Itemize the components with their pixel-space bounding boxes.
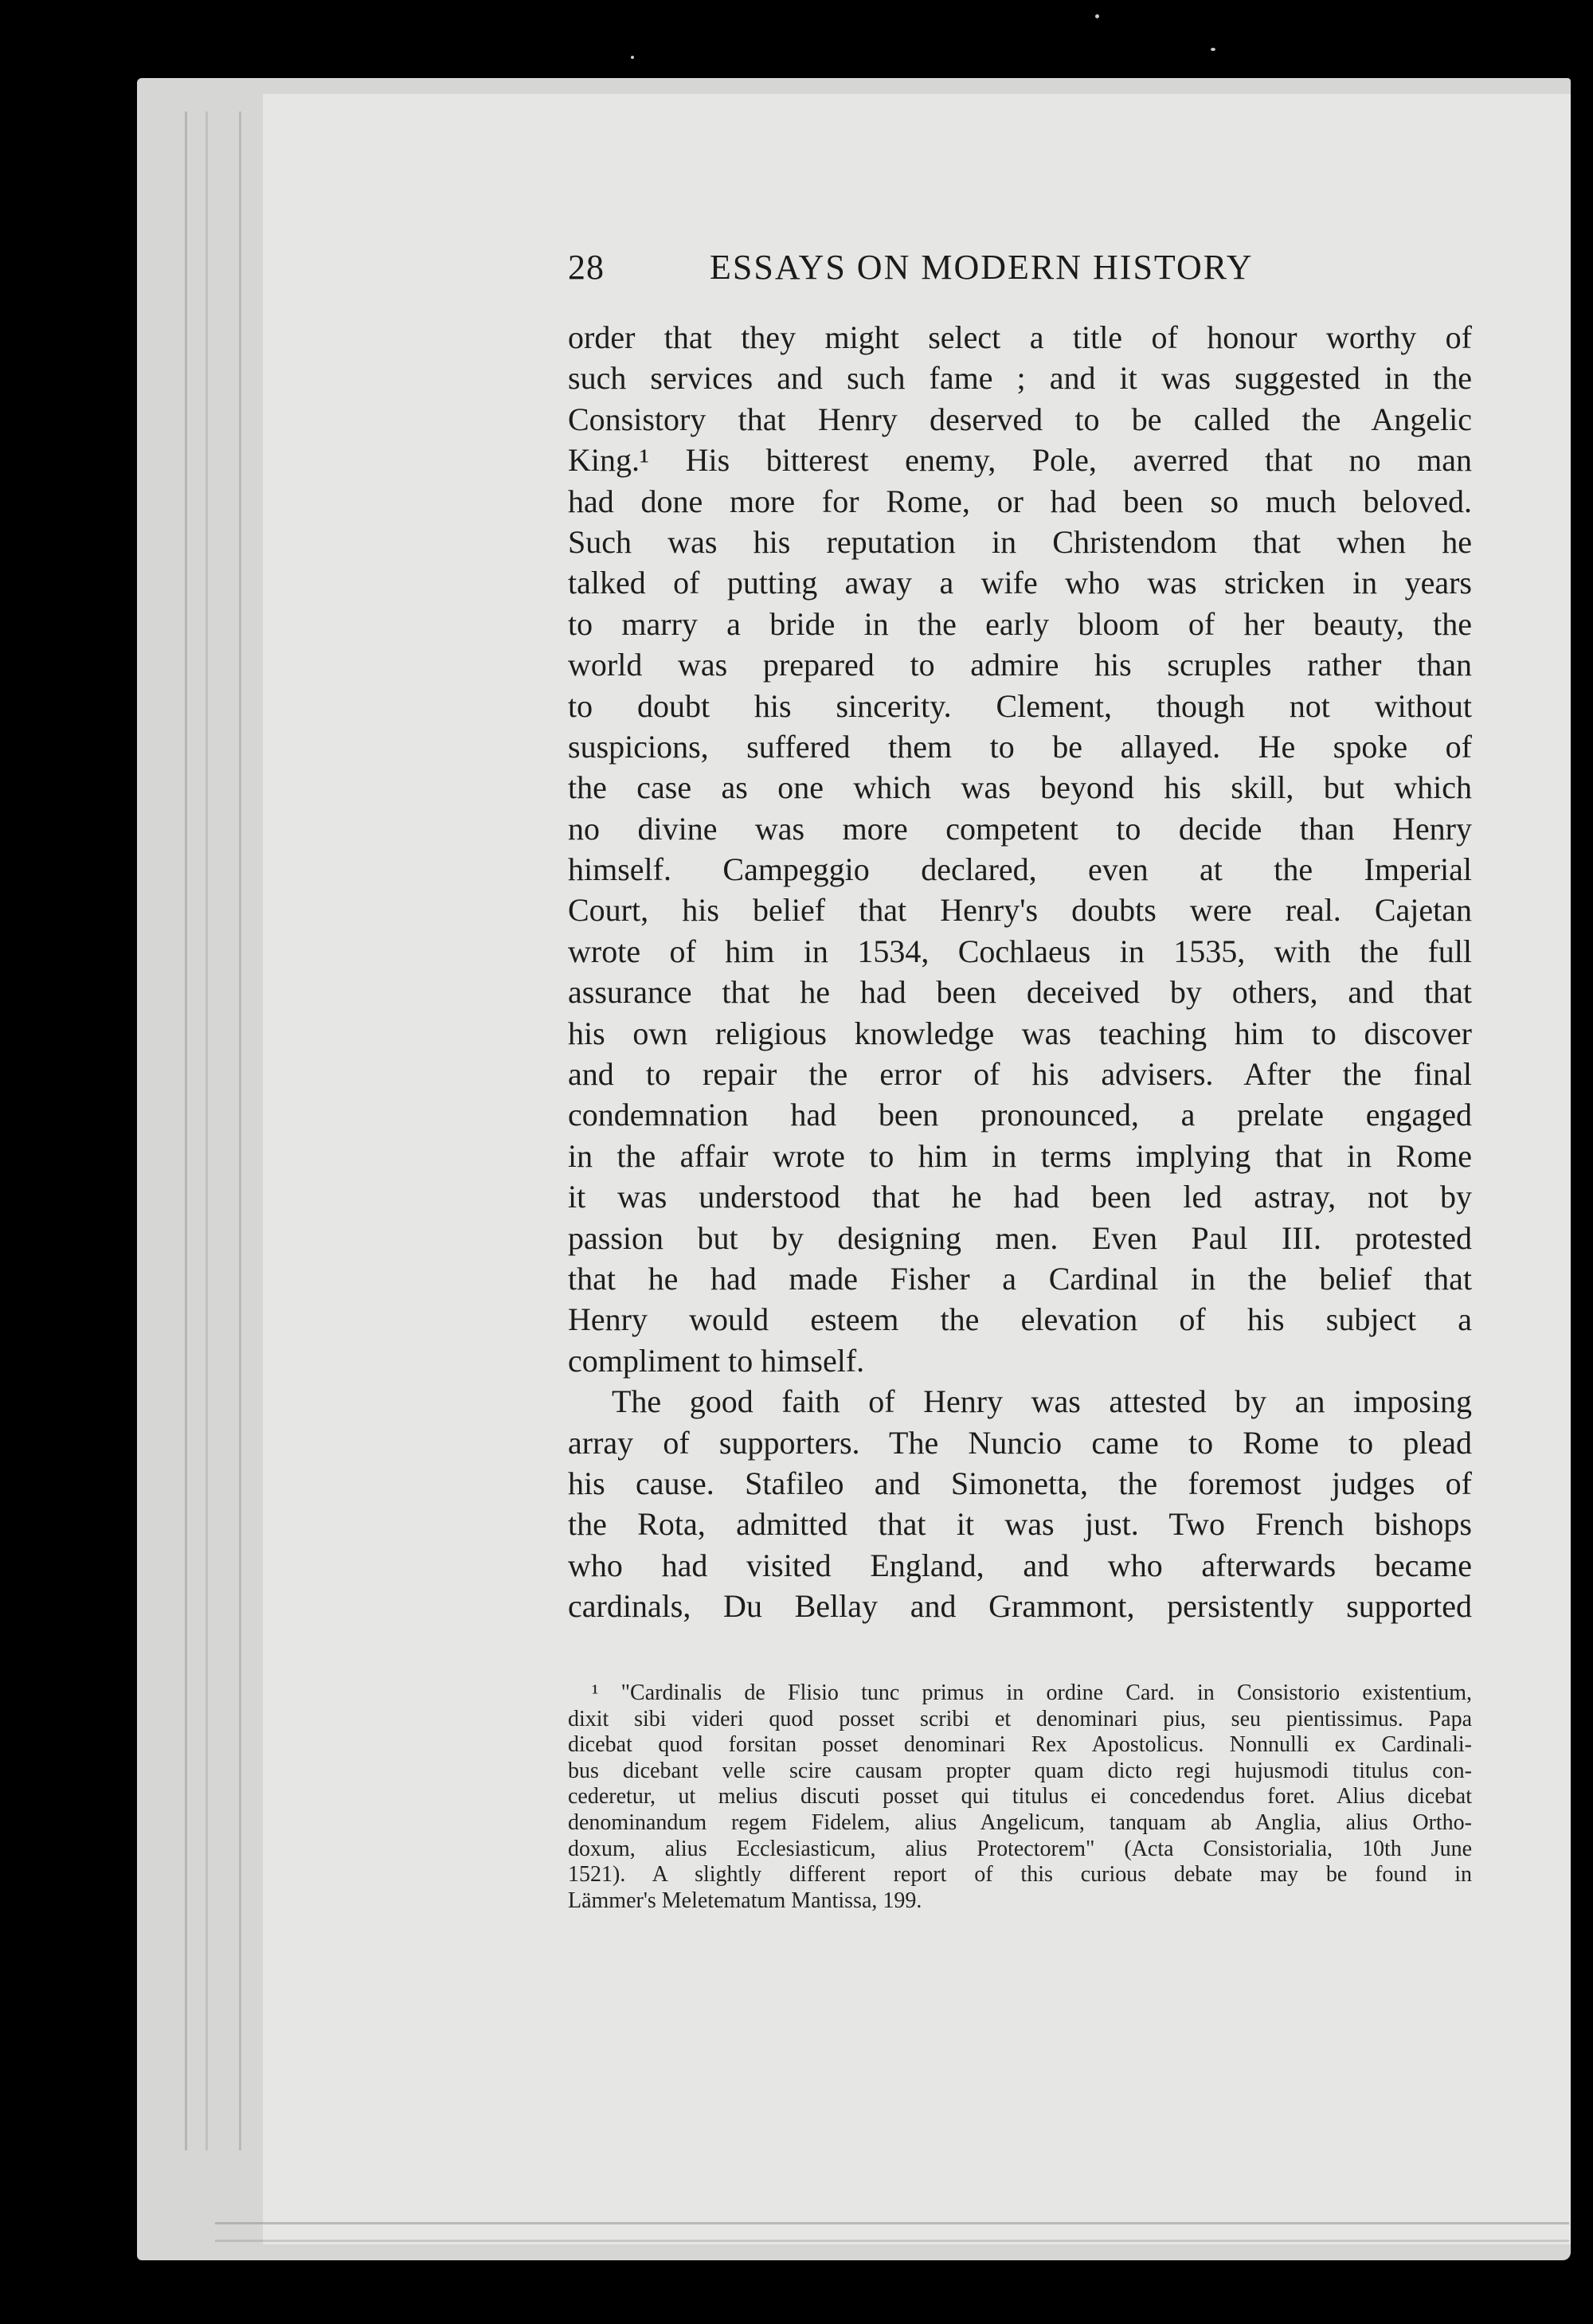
body-line: in the affair wrote to him in terms implying that in Rome [568, 1137, 1472, 1174]
footnote-line: cederetur, ut melius discuti posset qui titulus ei concedendus foret. Alius dicebat [568, 1784, 1472, 1810]
body-line: array of supporters. The Nuncio came to Rome to plead [568, 1424, 1472, 1461]
body-line: the Rota, admitted that it was just. Two French bishops [568, 1506, 1472, 1543]
page-bottom-edge [215, 2240, 1569, 2242]
footnote-line: Lämmer's Meletematum Mantissa, 199. [568, 1888, 922, 1913]
body-line: it was understood that he had been led astray, not by [568, 1179, 1472, 1215]
page-edge-shadow [205, 112, 208, 2150]
body-line: and to repair the error of his advisers. After the final [568, 1056, 1472, 1093]
scan-speck [1095, 14, 1099, 18]
footnote-line: 1521). A slightly different report of this curious debate may be found in [568, 1862, 1472, 1888]
body-line: Henry would esteem the elevation of his subject a [568, 1301, 1472, 1338]
footnote [568, 1680, 1472, 1914]
body-line: order that they might select a title of honour worthy of [568, 319, 1472, 355]
page-edge-shadow [185, 112, 187, 2150]
body-line: to doubt his sincerity. Clement, though not without [568, 687, 1472, 724]
footnote-line: dicebat quod forsitan posset denominari Rex Apostolicus. Nonnulli ex Cardinali- [568, 1732, 1472, 1758]
body-line: such services and such fame ; and it was suggested in the [568, 360, 1472, 397]
body-line: compliment to himself. [568, 1342, 865, 1379]
footnote-line: dixit sibi videri quod posset scribi et denominari pius, seu pientissimus. Papa [568, 1706, 1472, 1731]
footnote-line: doxum, alius Ecclesiasticum, alius Protectorem" (Acta Consistorialia, 10th June [568, 1836, 1472, 1861]
body-line: had done more for Rome, or had been so much beloved. [568, 483, 1472, 519]
body-line: passion but by designing men. Even Paul III. protested [568, 1219, 1472, 1256]
scan-speck [631, 56, 634, 59]
page-bottom-edge [215, 2222, 1569, 2224]
body-line: who had visited England, and who afterwards became [568, 1547, 1472, 1583]
paragraph-start-line: The good faith of Henry was attested by an imposing [612, 1383, 1472, 1420]
footnote-line: ¹ "Cardinalis de Flisio tunc primus in ordine Card. in Consistorio existentium, [592, 1680, 1472, 1705]
body-line: talked of putting away a wife who was stricken in years [568, 565, 1472, 601]
body-line: that he had made Fisher a Cardinal in the belief that [568, 1260, 1472, 1297]
scan-speck [1211, 48, 1215, 51]
body-line: Such was his reputation in Christendom that when he [568, 523, 1472, 560]
page-edge-shadow [239, 112, 241, 2150]
body-line: King.¹ His bitterest enemy, Pole, averred that no man [568, 442, 1472, 479]
footnote-line: denominandum regem Fidelem, alius Angelicum, tanquam ab Anglia, alius Ortho- [568, 1810, 1472, 1835]
body-line: himself. Campeggio declared, even at the Imperial [568, 851, 1472, 888]
body-line: Court, his belief that Henry's doubts were real. Cajetan [568, 892, 1472, 929]
body-line: no divine was more competent to decide than Henry [568, 810, 1472, 847]
body-line: to marry a bride in the early bloom of her beauty, the [568, 605, 1472, 642]
body-line: suspicions, suffered them to be allayed. He spoke of [568, 728, 1472, 765]
running-head: ESSAYS ON MODERN HISTORY [710, 248, 1254, 287]
page-header [568, 239, 1472, 295]
body-line: the case as one which was beyond his skill, but which [568, 769, 1472, 806]
body-line: Consistory that Henry deserved to be called the Angelic [568, 401, 1472, 437]
body-line: his own religious knowledge was teaching him to discover [568, 1015, 1472, 1051]
footnote-line: bus dicebant velle scire causam propter quam dicto regi hujusmodi titulus con- [568, 1758, 1472, 1783]
body-line: condemnation had been pronounced, a prelate engaged [568, 1097, 1472, 1133]
body-line: wrote of him in 1534, Cochlaeus in 1535, with the full [568, 933, 1472, 969]
body-line: assurance that he had been deceived by others, and that [568, 974, 1472, 1011]
body-text [568, 317, 1472, 1627]
body-line: his cause. Stafileo and Simonetta, the foremost judges of [568, 1465, 1472, 1501]
body-line: world was prepared to admire his scruples rather than [568, 647, 1472, 683]
page-number: 28 [568, 248, 605, 287]
body-line: cardinals, Du Bellay and Grammont, persistently supported [568, 1588, 1472, 1625]
